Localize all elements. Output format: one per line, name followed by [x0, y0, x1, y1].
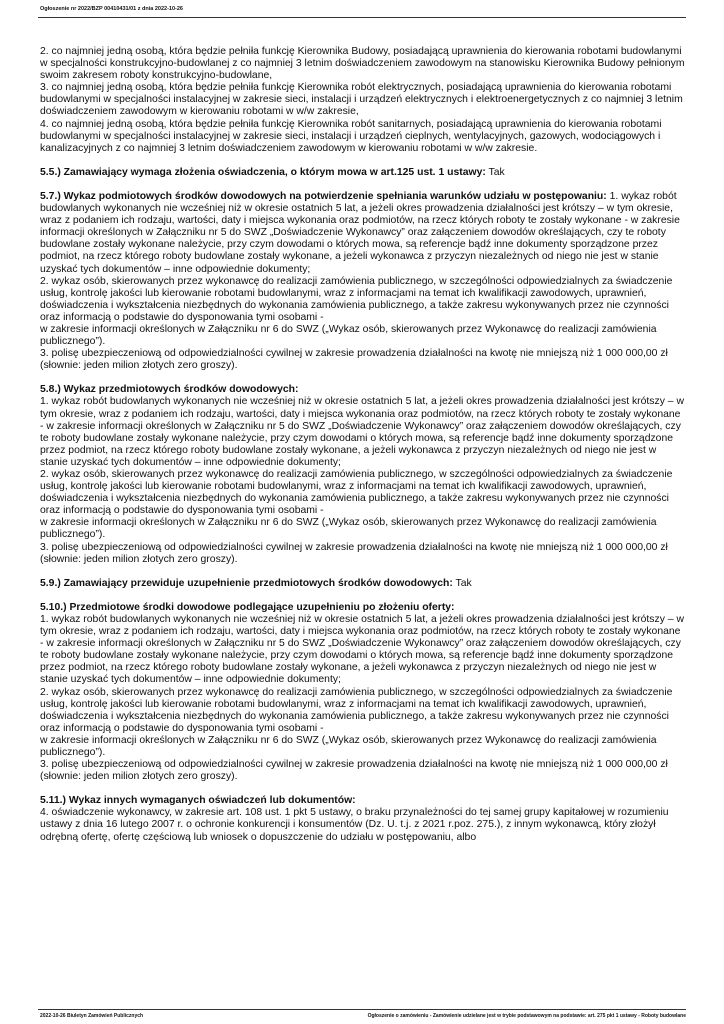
intro-items: [40, 46, 686, 155]
section-line: 1. wykaz robót budowlanych wykonanych nie wcześniej niż w okresie ostatnich 5 lat, a jeżeli okres prowadzenia działalności jest krótszy – w tym okresie, wraz z podaniem ich rodzaju, wartości, daty i miejsca wykonania oraz podmiotów, na rzecz których roboty te zostały wykonane - w zakresie informacji określonych w Załączniku nr 5 do SWZ „Doświadczenie Wykonawcy” oraz załączeniem dowodów określających, czy te roboty budowlane zostały wykonane należycie, przy czym dowodami o których mowa, są referencje bądź inne dokumenty sporządzone przez podmiot, na rzecz którego roboty budowlane zostały wykonane, a jeżeli wykonawca z przyczyn niezależnych od niego nie jest w stanie uzyskać tych dokumentów – inne odpowiednie dokumenty;: [40, 613, 684, 686]
intro-item: 4. co najmniej jedną osobą, która będzie pełniła funkcję Kierownika robót sanitarnych, posiadającą uprawnienia do kierowania robotami budowlanymi w specjalności instalacyjnej w zakresie sieci, instalacji i urządzeń cieplnych, wentylacyjnych, gazowych, wodociągowych i kanalizacyjnych z co najmniej 3 letnim doświadczeniem zawodowym w kierowaniu robotami w w/w zakresie.: [40, 118, 662, 154]
section-5-8: [40, 384, 686, 565]
intro-item: 3. co najmniej jedną osobą, która będzie pełniła funkcję Kierownika robót elektrycznych, posiadającą uprawnienia do kierowania robotami budowlanymi w specjalności instalacyjnej w zakresie sieci, instalacji i urządzeń elektrycznych i elektroenergetycznych z co najmniej 3 letnim doświadczeniem zawodowym w kierowaniu robotami w w/w zakresie,: [40, 82, 683, 118]
section-line: 1. wykaz robót budowlanych wykonanych nie wcześniej niż w okresie ostatnich 5 lat, a jeżeli okres prowadzenia działalności jest krótszy – w tym okresie, wraz z podaniem ich rodzaju, wartości, daty i miejsca wykonania oraz podmiotów, na rzecz których roboty te zostały wykonane - w zakresie informacji określonych w Załączniku nr 5 do SWZ „Doświadczenie Wykonawcy” oraz załączeniem dowodów określających, czy te roboty budowlane zostały wykonane należycie, przy czym dowodami o których mowa, są referencje bądź inne dokumenty sporządzone przez podmiot, na rzecz którego roboty budowlane zostały wykonane, a jeżeli wykonawca z przyczyn niezależnych od niego nie jest w stanie uzyskać tych dokumentów – inne odpowiednie dokumenty;: [40, 190, 680, 275]
header-divider: [38, 17, 686, 18]
section-5-7: [40, 191, 686, 372]
section-5-5: [40, 167, 686, 179]
section-line: w zakresie informacji określonych w Załączniku nr 6 do SWZ („Wykaz osób, skierowanych przez Wykonawcę do realizacji zamówienia publicznego”).: [40, 323, 657, 348]
section-line: w zakresie informacji określonych w Załączniku nr 6 do SWZ („Wykaz osób, skierowanych przez Wykonawcę do realizacji zamówienia publicznego”).: [40, 734, 657, 758]
section-line: 4. oświadczenie wykonawcy, w zakresie art. 108 ust. 1 pkt 5 ustawy, o braku przynależności do tej samej grupy kapitałowej w rozumieniu ustawy z dnia 16 lutego 2007 r. o ochronie konkurencji i konsumentów (Dz. U. t.j. z 2021 r.poz. 275.), z innym wykonawcą, który złożył odrębną ofertę, ofertę częściową lub wniosek o dopuszczenie do udziału w postępowaniu, albo: [40, 807, 669, 843]
section-line: 2. wykaz osób, skierowanych przez wykonawcę do realizacji zamówienia publicznego, w szczególności odpowiedzialnych za świadczenie usług, kontrolę jakości lub kierowanie robotami budowlanymi, wraz z informacjami na temat ich kwalifikacji zawodowych, uprawnień, doświadczenia i wykształcenia niezbędnych do wykonania zamówienia publicznego, a także zakresu wykonywanych przez nie czynności oraz informacją o podstawie do dysponowania tymi osobami -: [40, 686, 673, 734]
section-value: Tak: [485, 166, 505, 178]
section-line: 2. wykaz osób, skierowanych przez wykonawcę do realizacji zamówienia publicznego, w szczególności odpowiedzialnych za świadczenie usług, kontrolę jakości lub kierowanie robotami budowlanymi, wraz z informacjami na temat ich kwalifikacji zawodowych, uprawnień, doświadczenia i wykształcenia niezbędnych do wykonania zamówienia publicznego, a także zakresu wykonywanych przez nie czynności oraz informacją o podstawie do dysponowania tymi osobami -: [40, 275, 673, 323]
footer-divider: [38, 1009, 686, 1010]
footer-right-text: Ogłoszenie o zamówieniu - Zamówienie udzielane jest w trybie podstawowym na podstawie: art. 275 pkt 1 ustawy - Roboty budowlane: [367, 1013, 686, 1019]
section-line: 3. polisę ubezpieczeniową od odpowiedzialności cywilnej w zakresie prowadzenia działalności na kwotę nie mniejszą niż 1 000 000,00 zł (słownie: jeden milion złotych zero groszy).: [40, 541, 668, 565]
section-value: Tak: [452, 577, 472, 589]
section-5-10: [40, 602, 686, 783]
section-heading: 5.8.) Wykaz przedmiotowych środków dowodowych:: [40, 384, 299, 396]
section-heading: 5.11.) Wykaz innych wymaganych oświadczeń lub dokumentów:: [40, 795, 356, 807]
section-line: 2. wykaz osób, skierowanych przez wykonawcę do realizacji zamówienia publicznego, w szczególności odpowiedzialnych za świadczenie usług, kontrolę jakości lub kierowanie robotami budowlanymi, wraz z informacjami na temat ich kwalifikacji zawodowych, uprawnień, doświadczenia i wykształcenia niezbędnych do wykonania zamówienia publicznego, a także zakresu wykonywanych przez nie czynności oraz informacją o podstawie do dysponowania tymi osobami -: [40, 469, 673, 517]
section-line: 3. polisę ubezpieczeniową od odpowiedzialności cywilnej w zakresie prowadzenia działalności na kwotę nie mniejszą niż 1 000 000,00 zł (słownie: jeden milion złotych zero groszy).: [40, 759, 668, 783]
section-line: 3. polisę ubezpieczeniową od odpowiedzialności cywilnej w zakresie prowadzenia działalności na kwotę nie mniejszą niż 1 000 000,00 zł (słownie: jeden milion złotych zero groszy).: [40, 348, 668, 372]
section-heading: 5.7.) Wykaz podmiotowych środków dowodowych na potwierdzenie spełniania warunków udziału w postępowaniu:: [40, 190, 607, 202]
section-5-9: [40, 578, 686, 590]
footer-left-text: 2022-10-26 Biuletyn Zamówień Publicznych: [40, 1013, 144, 1019]
document-header: Ogłoszenie nr 2022/BZP 00410431/01 z dnia 2022-10-26: [40, 6, 183, 12]
section-heading: 5.9.) Zamawiający przewiduje uzupełnienie przedmiotowych środków dowodowych:: [40, 577, 453, 589]
section-line: w zakresie informacji określonych w Załączniku nr 6 do SWZ („Wykaz osób, skierowanych przez Wykonawcę do realizacji zamówienia publicznego”).: [40, 517, 657, 541]
section-5-11: [40, 795, 686, 843]
section-heading: 5.10.) Przedmiotowe środki dowodowe podlegające uzupełnieniu po złożeniu oferty:: [40, 601, 455, 613]
section-heading: 5.5.) Zamawiający wymaga złożenia oświadczenia, o którym mowa w art.125 ust. 1 ustawy:: [40, 166, 486, 178]
intro-item: 2. co najmniej jedną osobą, która będzie pełniła funkcję Kierownika Budowy, posiadającą uprawnienia do kierowania robotami budowlanymi w specjalności konstrukcyjno-budowlanej z co najmniej 3 letnim doświadczeniem zawodowym na stanowisku Kierownika Budowy pełnionym swoim zakresem roboty konstrukcyjno-budowlane,: [40, 46, 685, 82]
section-line: 1. wykaz robót budowlanych wykonanych nie wcześniej niż w okresie ostatnich 5 lat, a jeżeli okres prowadzenia działalności jest krótszy – w tym okresie, wraz z podaniem ich rodzaju, wartości, daty i miejsca wykonania oraz podmiotów, na rzecz których roboty te zostały wykonane - w zakresie informacji określonych w Załączniku nr 5 do SWZ „Doświadczenie Wykonawcy” oraz załączeniem dowodów określających, czy te roboty budowlane zostały wykonane należycie, przy czym dowodami o których mowa, są referencje bądź inne dokumenty sporządzone przez podmiot, na rzecz którego roboty budowlane zostały wykonane, a jeżeli wykonawca z przyczyn niezależnych od niego nie jest w stanie uzyskać tych dokumentów – inne odpowiednie dokumenty;: [40, 396, 684, 468]
document-body: [40, 46, 686, 844]
